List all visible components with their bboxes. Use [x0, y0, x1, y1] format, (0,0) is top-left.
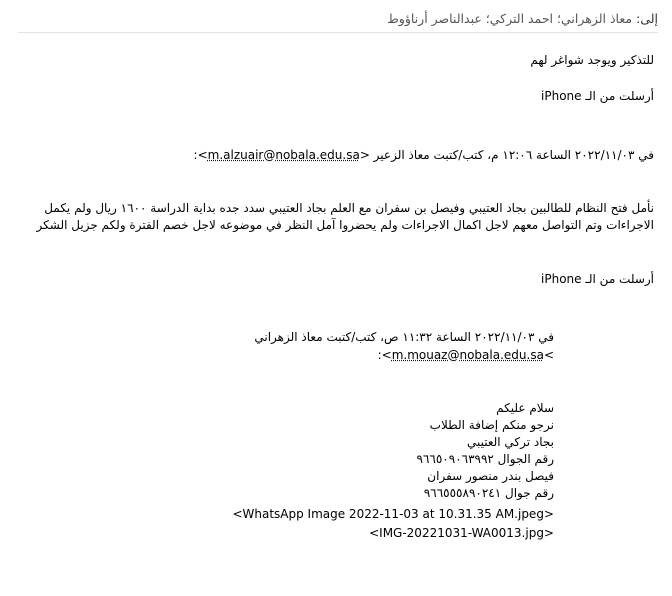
quote2-line-phone1: رقم الجوال ٩٦٦٥٠٩٠٦٣٩٩٢: [416, 452, 554, 466]
quote2-line-student2: فيصل بندر منصور سفران: [427, 469, 554, 483]
quote2-line-phone2: رقم جوال ٩٦٦٥٥٥٨٩٠٢٤١: [423, 486, 554, 500]
recipients[interactable]: معاذ الزهراني؛ احمد التركي؛ عبدالناصر أرناؤوط: [387, 11, 633, 26]
to-line: [18, 6, 658, 33]
quote2-header: في ٢٠٢٢/١١/٠٣ الساعة ١١:٣٢ ص، كتب/كتبت معاذ الزهراني: [254, 330, 554, 344]
quote1-header: [194, 148, 654, 162]
quote2-line-request: نرجو منكم إضافة الطلاب: [429, 418, 554, 432]
quote1-header-suffix: >:: [193, 148, 208, 162]
quote2-email-line: [378, 348, 554, 362]
sent-from-iphone-1: أرسلت من الـ iPhone: [541, 89, 654, 103]
sent-from-iphone-2: أرسلت من الـ iPhone: [541, 272, 654, 286]
quote2-line-greeting: سلام عليكم: [496, 401, 554, 415]
quote1-message: نأمل فتح النظام للطالبين بجاد العتيبي وفيصل بن سفران مع العلم بجاد العتيبي سدد جده بداية الدراسة ١٦٠٠ ريال ولم يكمل الاجراءات وتم التواصل معهم لاجل اكمال الاجراءات ولم يحضروا آمل النظر في موضوعه لاجل خصم الفترة ولكم جزيل الشكر: [36, 201, 654, 232]
to-label: إلى:: [636, 11, 658, 26]
quote2-email-close: >:: [377, 348, 392, 362]
quote1-email-link[interactable]: m.alzuair@nobala.edu.sa: [207, 148, 360, 162]
quote2-line-student1: بجاد تركي العتيبي: [466, 435, 554, 449]
attachment-img-jpg[interactable]: <IMG-20221031-WA0013.jpg>: [369, 526, 554, 540]
quote2-email-link[interactable]: m.mouaz@nobala.edu.sa: [391, 348, 544, 362]
quote2-email-open: <: [543, 348, 554, 362]
quote1-header-prefix: في ٢٠٢٢/١١/٠٣ الساعة ١٢:٠٦ م، كتب/كتبت معاذ الزعير <: [359, 148, 654, 162]
intro-text: للتذكير ويوجد شواغر لهم: [530, 53, 654, 67]
attachment-whatsapp-image[interactable]: <WhatsApp Image 2022-11-03 at 10.31.35 AM.jpeg>: [232, 507, 554, 521]
